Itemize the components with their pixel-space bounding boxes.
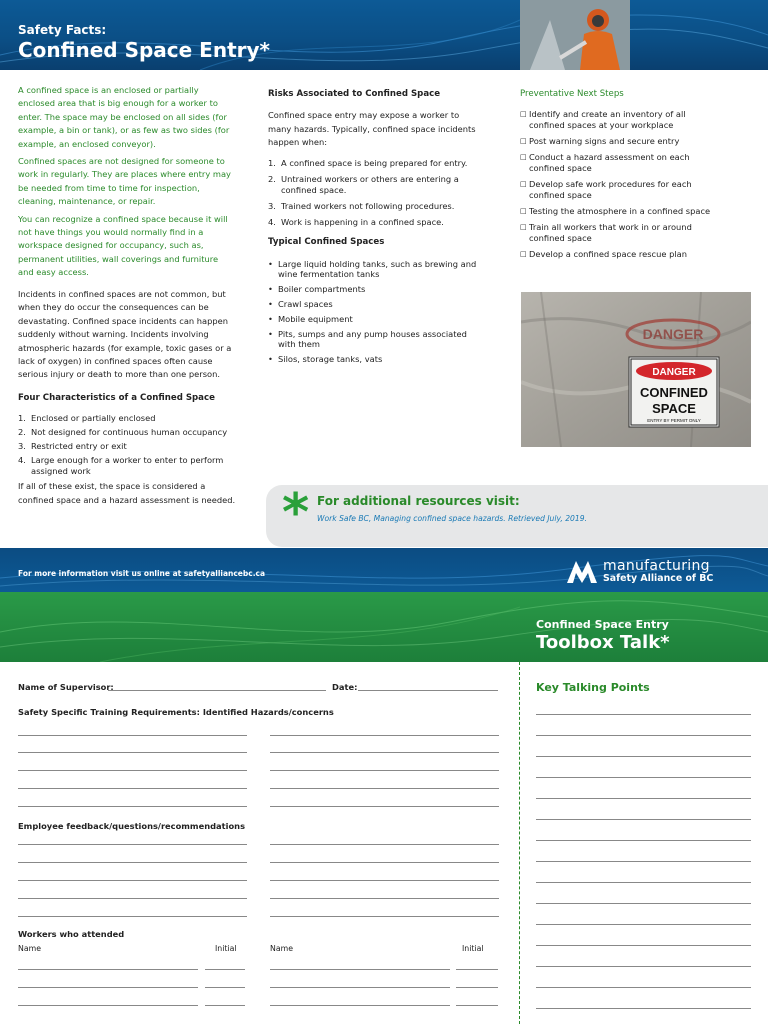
list-item: • Boiler compartments <box>268 284 478 294</box>
feedback-field[interactable] <box>18 898 247 899</box>
faded-danger-text: DANGER <box>642 326 704 342</box>
typical-heading: Typical Confined Spaces <box>268 236 385 247</box>
list-item: 2. Not designed for continuous human occupancy <box>18 427 228 438</box>
risks-list <box>268 158 478 228</box>
worker-name-field[interactable] <box>18 987 198 988</box>
training-field[interactable] <box>270 788 499 789</box>
supervisor-label: Name of Supervisor: <box>18 682 114 692</box>
initial-column-header: Initial <box>462 944 484 953</box>
worker-initial-field[interactable] <box>456 1005 498 1006</box>
sign-danger-text: DANGER <box>652 367 696 378</box>
header-band <box>0 0 768 70</box>
talking-point-field[interactable] <box>536 1008 751 1009</box>
worker-initial-field[interactable] <box>205 969 245 970</box>
talking-point-field[interactable] <box>536 756 751 757</box>
list-item: 1. A confined space is being prepared for entry. <box>268 157 468 168</box>
danger-sign-photo <box>521 292 751 447</box>
list-item: 3. Restricted entry or exit <box>18 441 127 452</box>
list-item: 4. Work is happening in a confined space. <box>268 216 444 227</box>
feedback-field[interactable] <box>18 862 247 863</box>
feedback-field[interactable] <box>18 844 247 845</box>
training-field[interactable] <box>18 806 247 807</box>
intro-column <box>18 84 236 284</box>
feedback-field[interactable] <box>18 880 247 881</box>
steps-heading: Preventative Next Steps <box>520 89 624 99</box>
training-field[interactable] <box>18 770 247 771</box>
training-field[interactable] <box>270 735 499 736</box>
training-field[interactable] <box>270 770 499 771</box>
training-field[interactable] <box>270 806 499 807</box>
risks-column <box>268 84 478 369</box>
feedback-field[interactable] <box>270 916 499 917</box>
initial-column-header: Initial <box>215 944 237 953</box>
asterisk-icon: * <box>282 483 310 543</box>
logo-mark-icon <box>565 559 599 585</box>
intro-paragraph: A confined space is an enclosed or partially enclosed area that is big enough for a worker to enter. The space may be enclosed on all sides (for example, a bin or tank), or as few as two sides (for example, an enclosed conveyor). <box>18 85 230 149</box>
talking-point-field[interactable] <box>536 777 751 778</box>
talking-point-field[interactable] <box>536 882 751 883</box>
training-label: Safety Specific Training Requirements: Identified Hazards/concerns <box>18 707 334 717</box>
list-item: □ Train all workers that work in or around confined space <box>520 222 720 244</box>
list-item: □ Develop safe work procedures for each confined space <box>520 179 720 201</box>
worker-initial-field[interactable] <box>205 1005 245 1006</box>
supervisor-field[interactable] <box>108 690 326 691</box>
worker-initial-field[interactable] <box>456 987 498 988</box>
list-item: □ Conduct a hazard assessment on each confined space <box>520 152 720 174</box>
name-column-header: Name <box>18 944 42 953</box>
worker-name-field[interactable] <box>270 1005 450 1006</box>
toolbox-band <box>0 592 768 662</box>
talking-point-field[interactable] <box>536 987 751 988</box>
resources-box <box>266 485 768 547</box>
list-item: • Mobile equipment <box>268 314 478 324</box>
sign-small-text: ENTRY BY PERMIT ONLY <box>647 418 701 423</box>
list-item: 4. Large enough for a worker to enter to perform assigned work <box>18 455 224 477</box>
characteristics-heading: Four Characteristics of a Confined Space <box>18 392 215 403</box>
worker-initial-field[interactable] <box>205 987 245 988</box>
talking-point-field[interactable] <box>536 819 751 820</box>
feedback-field[interactable] <box>18 916 247 917</box>
name-column-header: Name <box>270 944 294 953</box>
toolbox-title: Toolbox Talk* <box>536 632 670 653</box>
page-title: Confined Space Entry* <box>18 38 270 62</box>
list-item: • Large liquid holding tanks, such as brewing and wine fermentation tanks <box>268 259 478 279</box>
characteristics-list <box>18 413 236 477</box>
talking-point-field[interactable] <box>536 735 751 736</box>
talking-point-field[interactable] <box>536 945 751 946</box>
list-item: 2. Untrained workers or others are entering a confined space. <box>268 173 459 195</box>
risks-heading: Risks Associated to Confined Space <box>268 89 441 99</box>
characteristics-note: If all of these exist, the space is considered a confined space and a hazard assessment is needed. <box>18 481 236 505</box>
worker-name-field[interactable] <box>270 969 450 970</box>
training-field[interactable] <box>270 752 499 753</box>
steps-list <box>520 109 720 260</box>
worker-name-field[interactable] <box>270 987 450 988</box>
incidents-paragraph: Incidents in confined spaces are not common, but when they do occur the consequences can be devastating. Confined space incidents can happen suddenly without warning. Incidents involving atmospheric hazards (for example, toxic gases or a lack of oxygen) in confined spaces often cause serious injury or death to more than one person. <box>18 289 232 380</box>
feedback-field[interactable] <box>270 880 499 881</box>
list-item: • Crawl spaces <box>268 299 478 309</box>
resources-source: Work Safe BC, Managing confined space hazards. Retrieved July, 2019. <box>317 514 587 523</box>
worker-name-field[interactable] <box>18 1005 198 1006</box>
talking-point-field[interactable] <box>536 966 751 967</box>
talking-point-field[interactable] <box>536 798 751 799</box>
list-item: • Silos, storage tanks, vats <box>268 354 478 364</box>
feedback-field[interactable] <box>270 898 499 899</box>
sign-line1: CONFINED <box>640 385 708 400</box>
footer-info: For more information visit us online at safetyalliancebc.ca <box>18 569 266 578</box>
worker-name-field[interactable] <box>18 969 198 970</box>
list-item: □ Post warning signs and secure entry <box>520 136 720 147</box>
talking-point-field[interactable] <box>536 924 751 925</box>
date-field[interactable] <box>358 690 498 691</box>
training-field[interactable] <box>18 752 247 753</box>
workers-label: Workers who attended <box>18 929 125 939</box>
list-item: □ Develop a confined space rescue plan <box>520 249 720 260</box>
talking-point-field[interactable] <box>536 714 751 715</box>
key-talking-points-heading: Key Talking Points <box>536 681 650 694</box>
talking-point-field[interactable] <box>536 903 751 904</box>
training-field[interactable] <box>18 735 247 736</box>
resources-title: For additional resources visit: <box>317 494 520 508</box>
logo-line2: Safety Alliance of BC <box>603 573 714 584</box>
worker-initial-field[interactable] <box>456 969 498 970</box>
list-item: • Pits, sumps and any pump houses associated with them <box>268 329 478 349</box>
feedback-label: Employee feedback/questions/recommendations <box>18 821 246 831</box>
column-divider <box>519 662 520 1024</box>
footer-band <box>0 548 768 592</box>
header-kicker: Safety Facts: <box>18 23 107 37</box>
feedback-field[interactable] <box>270 862 499 863</box>
feedback-field[interactable] <box>270 844 499 845</box>
logo-line1: manufacturing <box>603 558 710 574</box>
intro-paragraph: Confined spaces are not designed for someone to work in regularly. They are places where entry may be needed from time to time for inspection, cleaning, maintenance, or repair. <box>18 156 231 207</box>
intro-paragraph: You can recognize a confined space because it will not have things you would normally find in a workspace designed for occupancy, such as, permanent utilities, wall coverings and furniture and easy access. <box>18 213 228 278</box>
list-item: 3. Trained workers not following procedures. <box>268 200 455 211</box>
talking-point-field[interactable] <box>536 861 751 862</box>
list-item: □ Testing the atmosphere in a confined space <box>520 206 720 217</box>
sign-line2: SPACE <box>652 401 696 416</box>
worker-photo <box>520 0 630 70</box>
risks-intro: Confined space entry may expose a worker to many hazards. Typically, confined space incidents happen when: <box>268 110 476 148</box>
toolbox-form <box>0 662 768 1024</box>
training-field[interactable] <box>18 788 247 789</box>
talking-point-field[interactable] <box>536 840 751 841</box>
typical-list <box>268 259 478 364</box>
steps-column <box>520 84 720 265</box>
list-item: 1. Enclosed or partially enclosed <box>18 413 156 424</box>
incidents-column <box>18 288 236 511</box>
organization-logo <box>565 558 755 586</box>
date-label: Date: <box>332 682 358 692</box>
toolbox-kicker: Confined Space Entry <box>536 618 669 631</box>
list-item: □ Identify and create an inventory of all confined spaces at your workplace <box>520 109 720 131</box>
